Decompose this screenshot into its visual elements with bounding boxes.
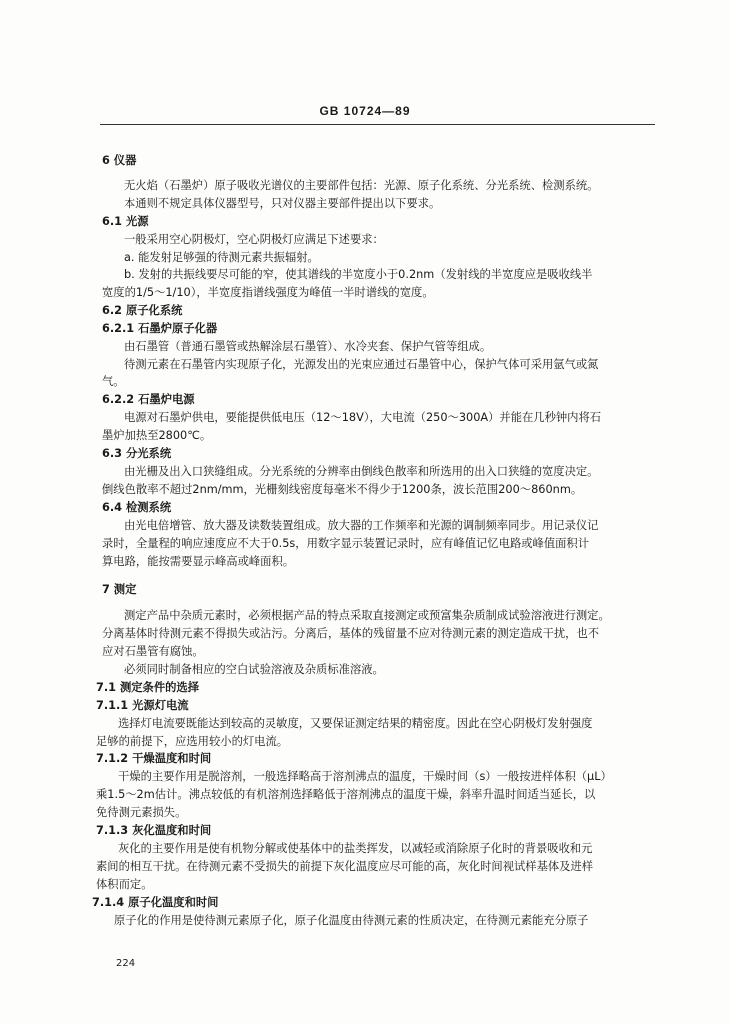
paragraph-line: 分离基体时待测元素不得损失或沾污。分离后，基体的残留量不应对待测元素的测定造成干扰，也不: [102, 627, 600, 640]
page-header: GB 10724—89: [319, 104, 411, 118]
paragraph-line: 素间的相互干扰。在待测元素不受损失的前提下灰化温度应尽可能的高，灰化时间视试样基体及进样: [96, 860, 594, 873]
paragraph-line: 墨炉加热至2800℃。: [102, 429, 212, 442]
section-heading: 6.2.1 石墨炉原子化器: [102, 322, 218, 335]
paragraph-line: 录时，全量程的响应速度应不大于0.5s，用数字显示装置记录时，应有峰值记忆电路或峰值面积计: [102, 537, 590, 550]
section-heading: 7.1.4 原子化温度和时间: [92, 896, 219, 909]
section-heading: 7.1.2 干燥温度和时间: [96, 752, 212, 765]
paragraph-line: 一般采用空心阴极灯，空心阴极灯应满足下述要求：: [124, 233, 384, 246]
paragraph-line: a. 能发射足够强的待测元素共振辐射。: [124, 251, 319, 264]
paragraph-line: b. 发射的共振线要尽可能的窄，使其谱线的半宽度小于0.2nm（发射线的半宽度应是吸收线半: [124, 268, 593, 281]
header-rule: [100, 124, 655, 125]
section-heading: 6.1 光源: [102, 215, 149, 228]
paragraph-line: 由石墨管（普通石墨管或热解涂层石墨管）、水冷夹套、保护气管等组成。: [124, 340, 492, 353]
paragraph-line: 算电路，能按需要显示峰高或峰面积。: [102, 555, 295, 568]
section-heading: 7 测定: [102, 583, 137, 596]
paragraph-line: 气。: [102, 375, 125, 388]
paragraph-line: 无火焰（石墨炉）原子吸收光谱仪的主要部件包括：光源、原子化系统、分光系统、检测系统。: [124, 179, 599, 192]
paragraph-line: 必须同时制备相应的空白试验溶液及杂质标准溶液。: [124, 663, 384, 676]
paragraph-line: 由光电倍增管、放大器及读数装置组成。放大器的工作频率和光源的调制频率同步。用记录仪记: [124, 519, 599, 532]
section-heading: 6.4 检测系统: [102, 501, 172, 514]
paragraph-line: 应对石墨管有腐蚀。: [102, 645, 204, 658]
paragraph-line: 原子化的作用是使待测元素原子化，原子化温度由待测元素的性质决定，在待测元素能充分原子: [114, 914, 589, 927]
paragraph-line: 体积而定。: [96, 878, 153, 891]
paragraph-line: 干燥的主要作用是脱溶剂，一般选择略高于溶剂沸点的温度，干燥时间（s）一般按进样体积（μL）: [118, 770, 612, 783]
section-heading: 7.1.1 光源灯电流: [96, 699, 189, 712]
section-heading: 6.2.2 石墨炉电源: [102, 393, 195, 406]
paragraph-line: 电源对石墨炉供电，要能提供低电压（12～18V），大电流（250～300A）并能在几秒钟内将石: [124, 411, 602, 424]
section-heading: 6 仪器: [102, 154, 137, 167]
paragraph-line: 灰化的主要作用是使有机物分解或使基体中的盐类挥发，以减轻或消除原子化时的背景吸收和元: [118, 842, 593, 855]
paragraph-line: 倒线色散率不超过2nm/mm，光栅刻线密度每毫米不得少于1200条，波长范围200～860nm。: [102, 483, 583, 496]
section-heading: 7.1.3 灰化温度和时间: [96, 824, 212, 837]
paragraph-line: 由光栅及出入口狭缝组成。分光系统的分辨率由倒线色散率和所选用的出入口狭缝的宽度决定。: [124, 465, 599, 478]
paragraph-line: 测定产品中杂质元素时，必须根据产品的特点采取直接测定或预富集杂质制成试验溶液进行测定。: [124, 609, 610, 622]
page-number: 224: [116, 958, 136, 969]
paragraph-line: 待测元素在石墨管内实现原子化，光源发出的光束应通过石墨管中心，保护气体可采用氩气或氮: [124, 358, 599, 371]
paragraph-line: 宽度的1/5～1/10），半宽度指谱线强度为峰值一半时谱线的宽度。: [102, 286, 434, 299]
paragraph-line: 选择灯电流要既能达到较高的灵敏度，又要保证测定结果的精密度。因此在空心阴极灯发射强度: [118, 717, 593, 730]
paragraph-line: 本通则不规定具体仪器型号，只对仪器主要部件提出以下要求。: [124, 197, 441, 210]
section-heading: 6.2 原子化系统: [102, 304, 183, 317]
paragraph-line: 免待测元素损失。: [96, 806, 187, 819]
paragraph-line: 足够的前提下，应选用较小的灯电流。: [96, 735, 289, 748]
paragraph-line: 乘1.5～2m估计。沸点较低的有机溶剂选择略低于溶剂沸点的温度干燥，斜率升温时间适当延长，以: [96, 788, 596, 801]
section-heading: 7.1 测定条件的选择: [96, 681, 200, 694]
section-heading: 6.3 分光系统: [102, 447, 172, 460]
